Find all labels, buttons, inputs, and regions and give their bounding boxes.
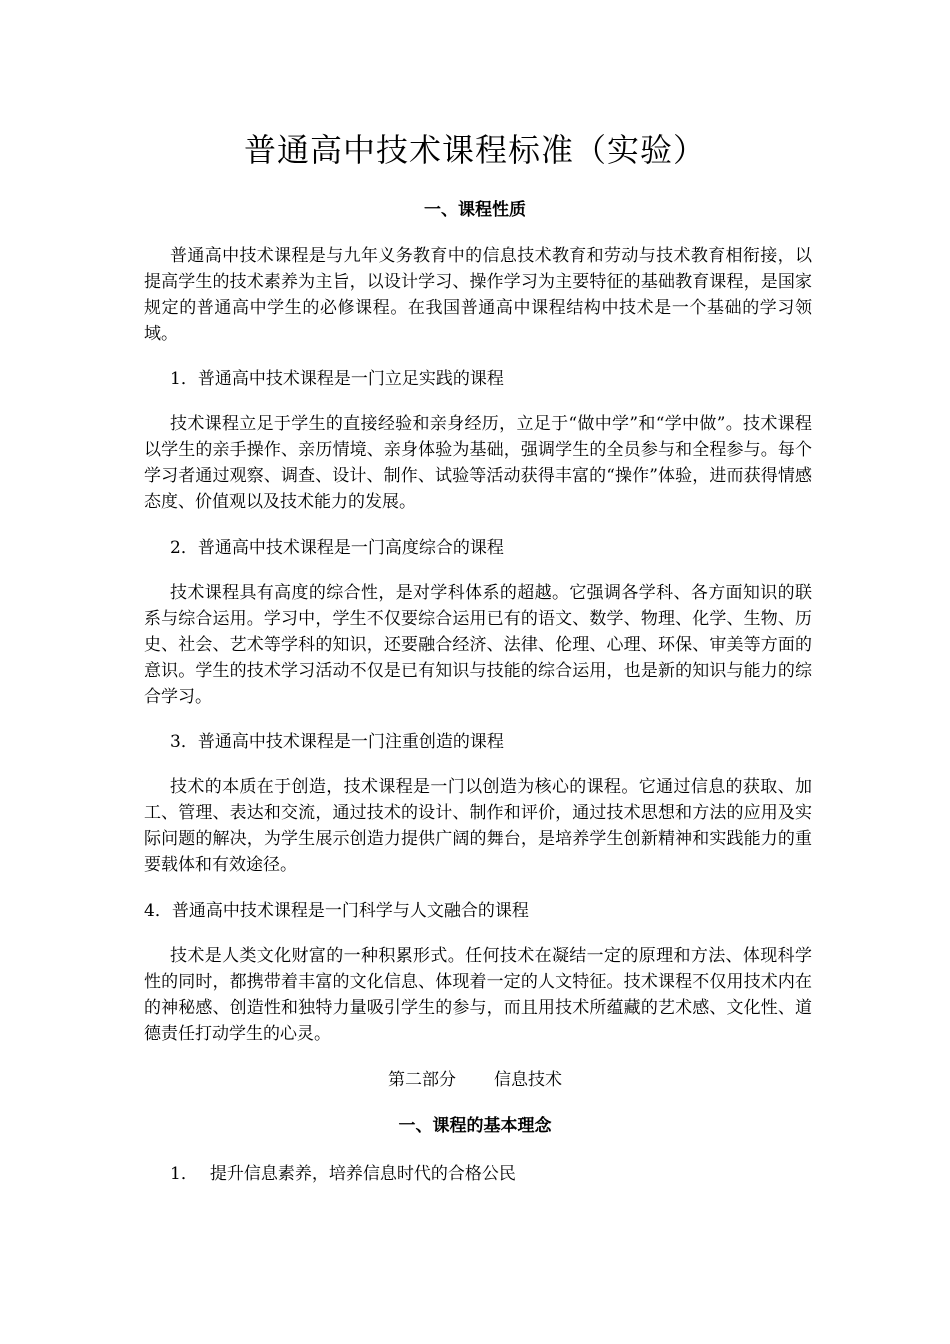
item-heading-2: 2．普通高中技术课程是一门高度综合的课程 [170,538,504,558]
final-item [144,1161,812,1187]
item-paragraph-2: 技术课程具有高度的综合性，是对学科体系的超越。它强调各学科、各方面知识的联系与综合运用。学习中，学生不仅要综合运用已有的语文、数学、物理、化学、生物、历史、社会、艺术等学科的知识，还要融合经济、法律、伦理、心理、环保、审美等方面的意识。学生的技术学习活动不仅是已有知识与技能的综合运用，也是新的知识与能力的综合学习。 [144,583,812,707]
part-two-label: 第二部分 [388,1070,456,1090]
final-item-number: 1． [170,1164,198,1184]
item-paragraph-4: 技术是人类文化财富的一种积累形式。任何技术在凝结一定的原理和方法、体现科学性的同时，都携带着丰富的文化信息、体现着一定的人文特征。技术课程不仅用技术内在的神秘感、创造性和独特力量吸引学生的参与，而且用技术所蕴藏的艺术感、文化性、道德责任打动学生的心灵。 [144,946,812,1044]
section-heading-basic-concepts: 一、课程的基本理念 [398,1116,552,1136]
part-two-name: 信息技术 [494,1070,562,1090]
item-paragraph-1: 技术课程立足于学生的直接经验和亲身经历，立足于“做中学”和“学中做”。技术课程以学生的亲手操作、亲历情境、亲身体验为基础，强调学生的全员参与和全程参与。每个学习者通过观察、调查、设计、制作、试验等活动获得丰富的“操作”体验，进而获得情感态度、价值观以及技术能力的发展。 [144,414,812,512]
item-heading-3: 3．普通高中技术课程是一门注重创造的课程 [170,732,504,752]
item-heading-4: 4．普通高中技术课程是一门科学与人文融合的课程 [144,901,529,921]
section-heading-course-nature: 一、课程性质 [424,200,526,220]
intro-paragraph: 普通高中技术课程是与九年义务教育中的信息技术教育和劳动与技术教育相衔接，以提高学生的技术素养为主旨，以设计学习、操作学习为主要特征的基础教育课程，是国家规定的普通高中学生的必修课程。在我国普通高中课程结构中技术是一个基础的学习领域。 [144,246,812,344]
part-two-heading [0,1067,950,1093]
document-title: 普通高中技术课程标准（实验） [243,131,706,169]
item-heading-1: 1．普通高中技术课程是一门立足实践的课程 [170,369,504,389]
final-item-text: 提升信息素养，培养信息时代的合格公民 [209,1164,516,1184]
item-paragraph-3: 技术的本质在于创造，技术课程是一门以创造为核心的课程。它通过信息的获取、加工、管理、表达和交流，通过技术的设计、制作和评价，通过技术思想和方法的应用及实际问题的解决，为学生展示创造力提供广阔的舞台，是培养学生创新精神和实践能力的重要载体和有效途径。 [144,777,812,875]
